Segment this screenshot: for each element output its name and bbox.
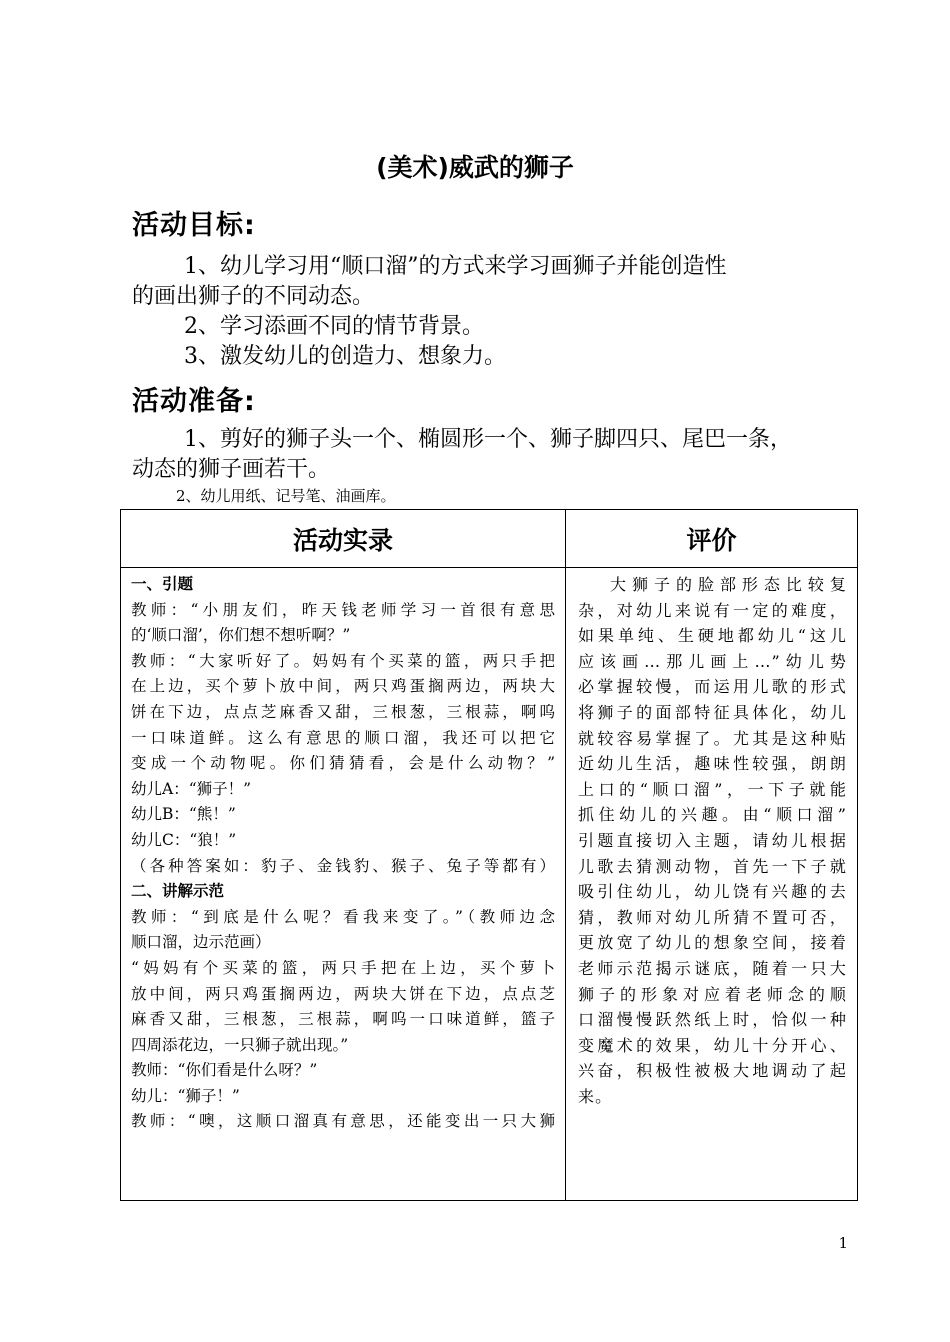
- prep-heading: 活动准备:: [132, 386, 256, 417]
- evaluation-line: 大狮子的脸部形态比较复: [610, 575, 847, 594]
- prep-paragraph: [132, 425, 848, 485]
- evaluation-line: 狮子的形象对应着老师念的顺: [578, 984, 847, 1004]
- record-line: 教师：“噢，这顺口溜真有意思，还能变出一只大狮: [131, 1112, 555, 1131]
- evaluation-line: 口溜慢慢跃然纸上时，恰似一种: [578, 1010, 847, 1030]
- record-line: 顺口溜，边示范画）: [131, 933, 271, 952]
- evaluation-line: 老师示范揭示谜底，随着一只大: [578, 958, 847, 978]
- table-body-row: [121, 568, 858, 1201]
- record-line: 在上边，买个萝卜放中间，两只鸡蛋搁两边，两块大: [131, 677, 555, 696]
- goal-2: 2、学习添画不同的情节背景。: [184, 314, 484, 339]
- record-line: “妈妈有个买菜的篮，两只手把在上边，买个萝卜: [131, 958, 555, 977]
- record-line: 放中间，两只鸡蛋搁两边，两块大饼在下边，点点芝: [131, 984, 555, 1003]
- evaluation-line: 儿歌去猜测动物，首先一下子就: [578, 856, 847, 876]
- table-header-row: [121, 510, 858, 568]
- header-activity-record: 活动实录: [121, 510, 566, 568]
- section-demo-heading: 二、讲解示范: [131, 882, 225, 901]
- evaluation-cell: [566, 568, 858, 1201]
- goals-paragraph: [132, 252, 848, 372]
- header-evaluation: 评价: [566, 510, 858, 568]
- evaluation-line: 抓住幼儿的兴趣。由“顺口溜”: [578, 805, 847, 825]
- record-line: 幼儿A：“狮子！”: [131, 779, 252, 798]
- prep-line-1: 1、剪好的狮子头一个、椭圆形一个、狮子脚四只、尾巴一条，: [184, 427, 792, 452]
- evaluation-line: 近幼儿生活，趣味性较强，朗朗: [578, 754, 847, 774]
- record-line: 的‘顺口溜’，你们想不想听啊？”: [131, 626, 351, 645]
- record-line: 幼儿B：“熊！”: [131, 805, 236, 824]
- section-intro-heading: 一、引题: [131, 575, 194, 593]
- evaluation-line: 变魔术的效果，幼儿十分开心、: [578, 1035, 847, 1055]
- record-line: 麻香又甜，三根葱，三根蒜，啊呜一口味道鲜，篮子: [131, 1010, 555, 1029]
- record-line: 教师：“大家听好了。妈妈有个买菜的篮，两只手把: [131, 651, 555, 670]
- record-line: 教师：“小朋友们，昨天钱老师学习一首很有意思: [131, 600, 555, 619]
- activity-table: [120, 509, 858, 1201]
- evaluation-line: 杂，对幼儿来说有一定的难度，: [578, 600, 847, 620]
- evaluation-line: 引题直接切入主题，请幼儿根据: [578, 830, 847, 850]
- prep-line-2: 动态的狮子画若干。: [132, 457, 331, 482]
- activity-record-cell: [121, 568, 566, 1201]
- record-line: 四周添花边，一只狮子就出现。”: [131, 1035, 349, 1054]
- evaluation-line: 就较容易掌握了。尤其是这种贴: [578, 728, 847, 748]
- goal-1-line-1: 1、幼儿学习用“顺口溜”的方式来学习画狮子并能创造性: [184, 254, 727, 279]
- record-line: （各种答案如：豹子、金钱豹、猴子、兔子等都有）: [131, 856, 555, 875]
- evaluation-line: 来。: [578, 1086, 613, 1106]
- goal-3: 3、激发幼儿的创造力、想象力。: [184, 344, 506, 369]
- evaluation-line: 应该画…那儿画上…”幼儿势: [578, 651, 847, 671]
- record-line: 教师：“到底是什么呢？看我来变了。”（教师边念: [131, 907, 555, 926]
- evaluation-line: 更放宽了幼儿的想象空间，接着: [578, 933, 847, 953]
- goal-1-line-2: 的画出狮子的不同动态。: [132, 284, 375, 309]
- evaluation-line: 吸引住幼儿，幼儿饶有兴趣的去: [578, 882, 847, 902]
- goals-heading: 活动目标:: [132, 210, 256, 241]
- record-line: 饼在下边，点点芝麻香又甜，三根葱，三根蒜，啊呜: [131, 702, 555, 721]
- evaluation-line: 猜，教师对幼儿所猜不置可否，: [578, 907, 847, 927]
- page-number: 1: [838, 1234, 848, 1252]
- evaluation-line: 必掌握较慢，而运用儿歌的形式: [578, 677, 847, 697]
- record-line: 变成一个动物呢。你们猜猜看，会是什么动物？”: [131, 754, 555, 773]
- record-line: 幼儿C：“狼！”: [131, 830, 237, 849]
- page-title: (美术)威武的狮子: [376, 153, 574, 182]
- evaluation-line: 将狮子的面部特征具体化，幼儿: [578, 702, 847, 722]
- evaluation-line: 如果单纯、生硬地都幼儿“这儿: [578, 626, 847, 646]
- evaluation-line: 兴奋，积极性被极大地调动了起: [578, 1061, 847, 1081]
- evaluation-line: 上口的“顺口溜”，一下子就能: [578, 779, 847, 799]
- record-line: 一口味道鲜。这么有意思的顺口溜，我还可以把它: [131, 728, 555, 747]
- prep-small-line: 2、幼儿用纸、记号笔、油画库。: [176, 487, 396, 505]
- record-line: 幼儿：“狮子！”: [131, 1086, 240, 1105]
- record-line: 教师：“你们看是什么呀？”: [131, 1061, 318, 1080]
